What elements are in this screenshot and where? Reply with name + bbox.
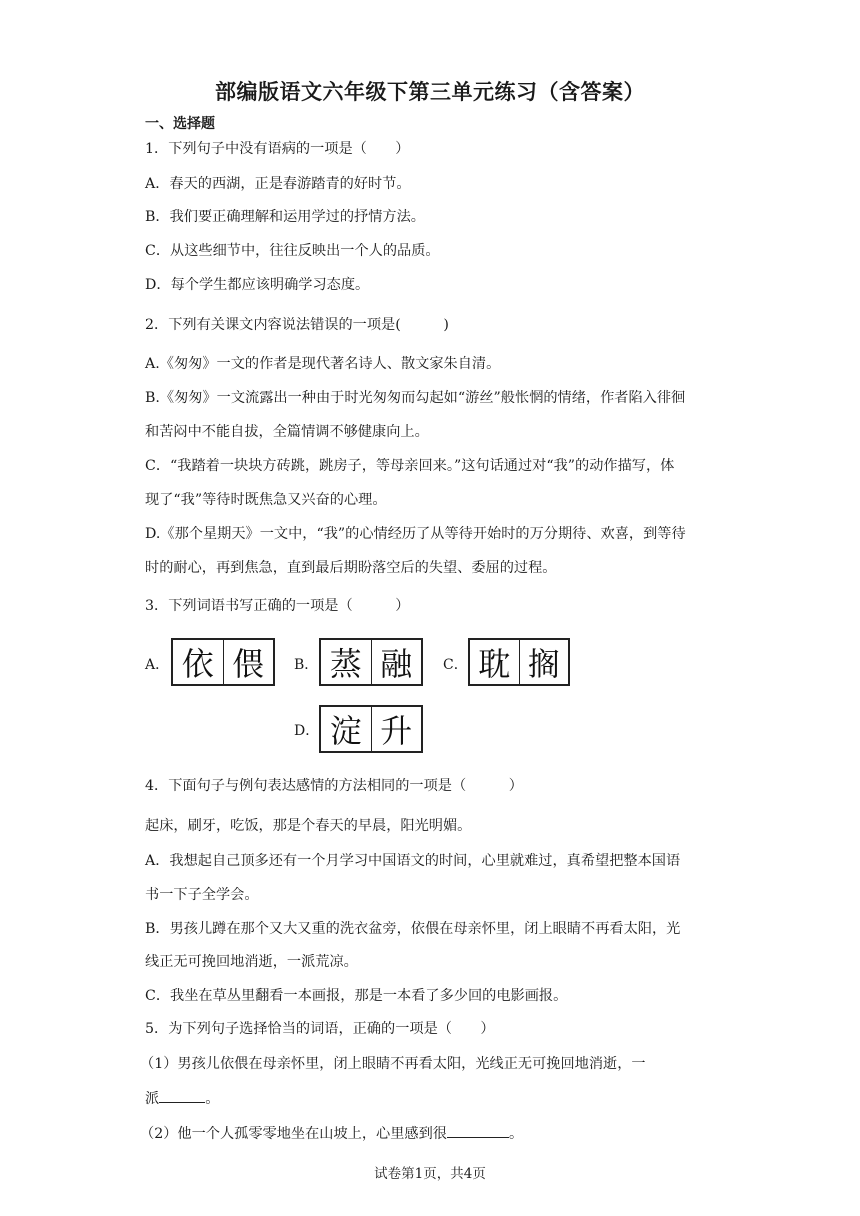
q5-sentence1-end: 。: [205, 1091, 220, 1107]
q3-option-d-label: D．: [294, 723, 320, 739]
q5-stem: 5．为下列句子选择恰当的词语，正确的一项是（ ）: [145, 1021, 495, 1037]
q2-option-b-line1: B.《匆匆》一文流露出一种由于时光匆匆而勾起如“游丝”般怅惘的情绪，作者陷入徘徊: [145, 390, 686, 406]
page-title: 部编版语文六年级下第三单元练习（含答案）: [215, 80, 645, 104]
q5-sentence2: [140, 1123, 523, 1144]
section-heading: 一、选择题: [145, 116, 215, 132]
q5-sentence2-text: （2）他一个人孤零零地坐在山坡上，心里感到很: [140, 1126, 447, 1142]
q3-option-b-char2: 融: [380, 645, 413, 683]
q5-blank-2: [447, 1123, 509, 1138]
q3-option-d-box: [319, 705, 423, 753]
q2-option-d-line1: D.《那个星期天》一文中，“我”的心情经历了从等待开始时的万分期待、欢喜，到等待: [145, 526, 686, 542]
q3-option-b-label: B．: [294, 657, 319, 673]
q3-option-d-char1: 淀: [321, 707, 372, 751]
q3-option-c-box: [468, 638, 570, 686]
q5-sentence1-line2: [145, 1088, 219, 1109]
q3-option-a-box: [171, 638, 275, 686]
q1-option-a: A．春天的西湖，正是春游踏青的好时节。: [145, 176, 411, 192]
q4-example: 起床，刷牙，吃饭，那是个春天的早晨，阳光明媚。: [145, 818, 472, 834]
q3-stem: 3．下列词语书写正确的一项是（ ）: [145, 598, 410, 614]
q4-option-a-line1: A．我想起自己顶多还有一个月学习中国语文的时间，心里就难过，真希望把整本国语: [145, 853, 681, 869]
q4-option-c: C．我坐在草丛里翻看一本画报，那是一本看了多少回的电影画报。: [145, 988, 568, 1004]
q1-option-d: D．每个学生都应该明确学习态度。: [145, 277, 370, 293]
q3-option-b-box: [319, 638, 423, 686]
q1-option-c: C．从这些细节中，往往反映出一个人的品质。: [145, 243, 440, 259]
q2-option-b-line2: 和苦闷中不能自拔，全篇情调不够健康向上。: [145, 424, 429, 440]
q3-option-b-char1: 蒸: [321, 640, 372, 684]
q5-sentence1-prefix: 派: [145, 1091, 160, 1107]
q3-option-c-char2: 搁: [527, 645, 560, 683]
q5-sentence2-end: 。: [508, 1126, 524, 1142]
q5-blank-1: [159, 1088, 205, 1103]
q4-stem: 4．下面句子与例句表达感情的方法相同的一项是（ ）: [145, 778, 523, 794]
q2-option-a: A.《匆匆》一文的作者是现代著名诗人、散文家朱自清。: [145, 356, 501, 372]
q2-option-d-line2: 时的耐心，再到焦急，直到最后期盼落空后的失望、委屈的过程。: [145, 560, 557, 576]
q3-option-c-char1: 耽: [470, 640, 520, 684]
q3-option-a-char2: 偎: [232, 645, 265, 683]
q3-option-d-char2: 升: [380, 712, 413, 750]
q1-option-b: B．我们要正确理解和运用学过的抒情方法。: [145, 209, 425, 225]
page-footer: 试卷第1页，共4页: [374, 1166, 486, 1182]
q4-option-b-line2: 线正无可挽回地消逝，一派荒凉。: [145, 954, 358, 970]
q4-option-a-line2: 书一下子全学会。: [145, 887, 259, 903]
q3-option-a-char1: 依: [173, 640, 224, 684]
q1-stem: 1．下列句子中没有语病的一项是（ ）: [145, 141, 410, 157]
q2-option-c-line1: C．“我踏着一块块方砖跳，跳房子，等母亲回来。”这句话通过对“我”的动作描写，体: [145, 458, 675, 474]
q4-option-b-line1: B．男孩儿蹲在那个又大又重的洗衣盆旁，依偎在母亲怀里，闭上眼睛不再看太阳，光: [145, 921, 681, 937]
q2-option-c-line2: 现了“我”等待时既焦急又兴奋的心理。: [145, 492, 387, 508]
q3-option-a-label: A．: [145, 657, 170, 673]
q3-option-c-label: C．: [443, 657, 468, 673]
q5-sentence1-line1: （1）男孩儿依偎在母亲怀里，闭上眼睛不再看太阳，光线正无可挽回地消逝，一: [140, 1056, 646, 1072]
q2-stem: 2．下列有关课文内容说法错误的一项是( ): [145, 317, 449, 333]
